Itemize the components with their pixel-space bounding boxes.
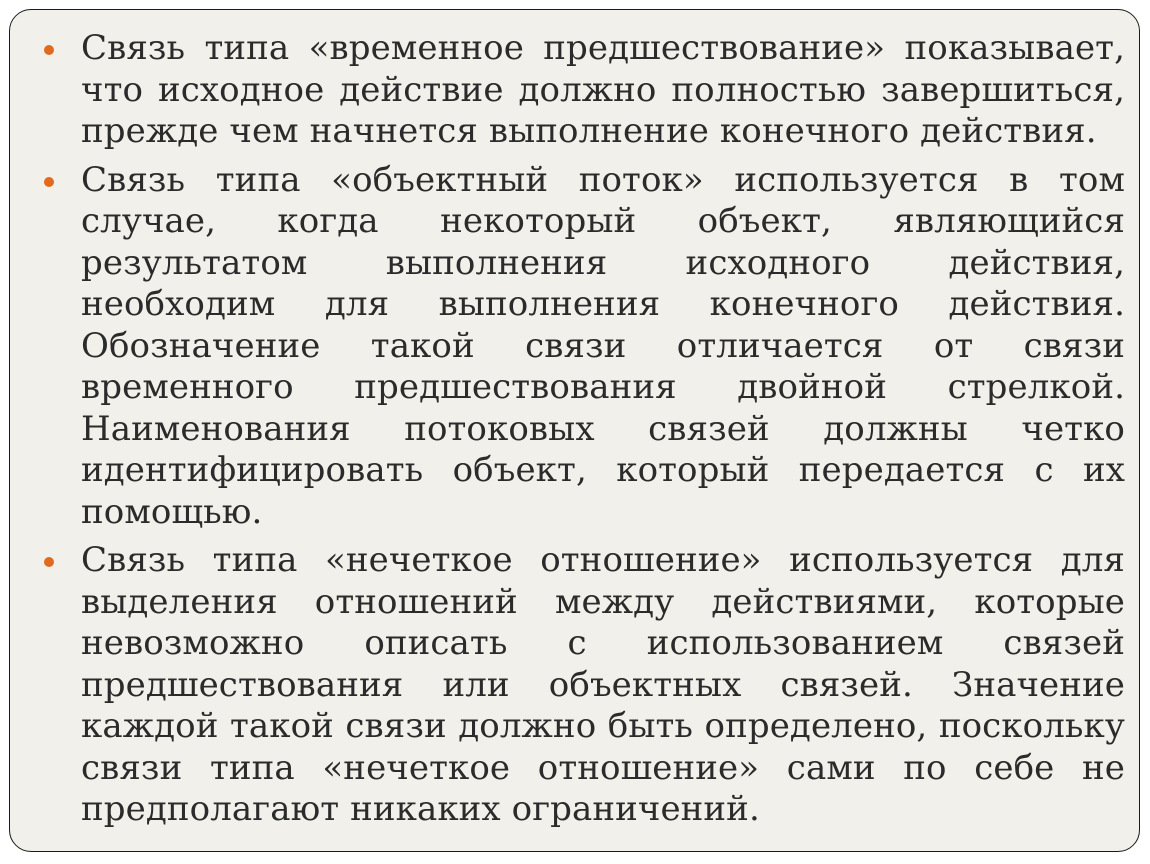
bullet-dot-icon <box>44 45 54 55</box>
slide-frame <box>9 9 1140 852</box>
bullet-text: Связь типа «объектный поток» используется в том случае, когда некоторый объект, являющийся результатом выполнения исходного действия, необходим для выполнения конечного действия. Обозначение такой связи отличается от связи временного предшествования двойной стрелкой. Наименования потоковых связей должны четко идентифицировать объект, который передается с их помощью. <box>81 159 1125 532</box>
bullet-item-2 <box>81 160 1125 534</box>
bullet-dot-icon <box>44 177 54 187</box>
bullet-text: Связь типа «временное предшествование» показывает, что исходное действие должно полностью завершиться, прежде чем начнется выполнение конечного действия. <box>81 28 1125 151</box>
bullet-text: Связь типа «нечеткое отношение» используется для выделения отношений между действиями, которые невозможно описать с использованием связей предшествования или объектных связей. Значение каждой такой связи должно быть определено, поскольку связи типа «нечеткое отношение» сами по себе не предполагают никаких ограничений. <box>81 540 1125 829</box>
bullet-item-1 <box>81 28 1125 153</box>
bullet-item-3 <box>81 540 1125 831</box>
bullet-dot-icon <box>44 557 54 567</box>
bullet-list <box>81 28 1125 838</box>
